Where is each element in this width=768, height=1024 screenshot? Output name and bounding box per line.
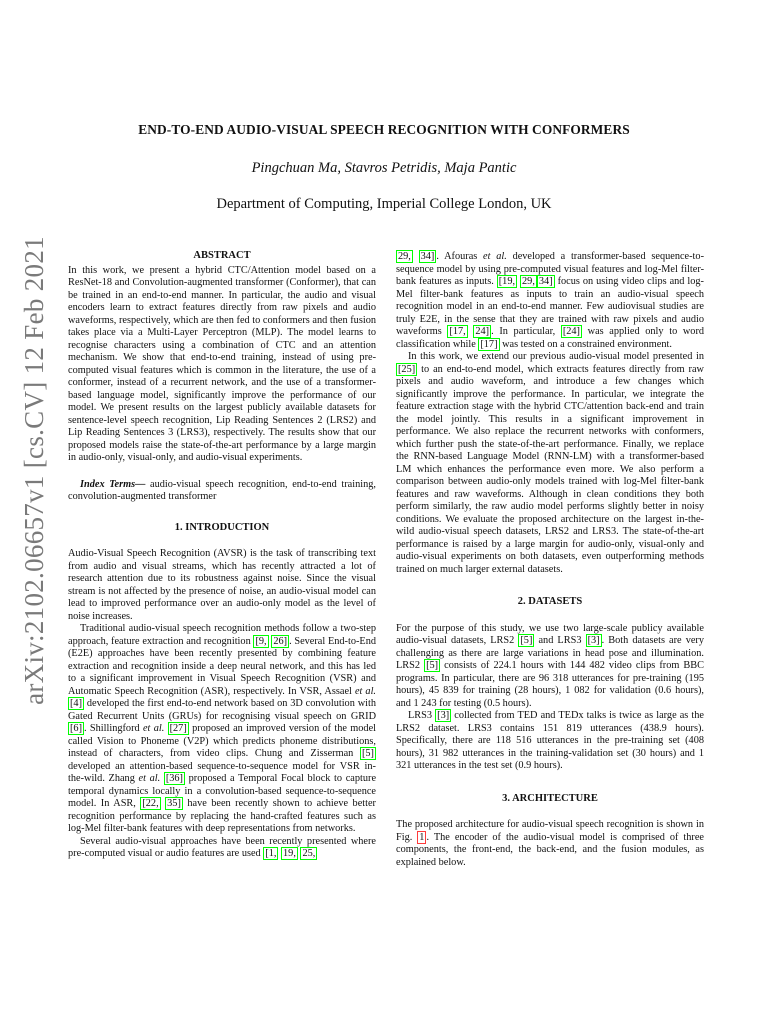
citation-link[interactable]: [3] — [587, 635, 600, 646]
citation-link[interactable]: 25, — [302, 848, 316, 859]
intro-paragraph-4 — [396, 351, 704, 576]
text-span: have been recently shown to achieve better recognition performance by replacing the hand-crafted features such as log-Mel filter-bank features with deep representations from networks. — [68, 798, 376, 834]
datasets-paragraph-1 — [396, 623, 704, 711]
intro-paragraph-3 — [68, 836, 376, 861]
text-span: Traditional audio-visual speech recognition methods follow a two-step approach, feature extraction and recognition — [68, 623, 376, 647]
introduction-heading: 1. INTRODUCTION — [174, 521, 270, 533]
architecture-heading: 3. ARCHITECTURE — [502, 792, 598, 804]
text-span: Several audio-visual approaches have been recently presented where pre-computed visual or audio features are used — [68, 835, 376, 859]
citation-link[interactable]: [9, — [255, 635, 267, 647]
citation-link[interactable]: [6] — [70, 723, 83, 734]
citation-link[interactable]: [17, — [449, 326, 466, 337]
figure-ref-link[interactable]: 1 — [419, 831, 425, 843]
text-span: For the purpose of this study, we use two large-scale publicy available audio-visual datasets, LRS2 — [396, 622, 704, 646]
citation-link[interactable]: [19, — [498, 276, 516, 287]
text-span: In this work, we extend our previous audio-visual model presented in — [408, 351, 704, 362]
index-terms-text: audio-visual speech recognition, end-to-end training, convolution-augmented transformer — [68, 478, 376, 502]
citation-link[interactable]: [5] — [520, 635, 533, 646]
citation-link[interactable]: 34] — [420, 251, 435, 262]
citation-link[interactable]: 29, — [522, 276, 535, 287]
citation-link[interactable]: [17] — [480, 338, 498, 350]
text-span: . Afouras — [436, 251, 484, 262]
citation-link[interactable]: 34] — [538, 276, 553, 287]
et-al: et al. — [138, 773, 161, 784]
citation-link[interactable]: [36] — [165, 773, 183, 784]
citation-link[interactable]: 29, — [398, 251, 411, 262]
intro-paragraph-3-continued — [396, 251, 704, 351]
text-span: proposed an improved version of the model called Vision to Phoneme (V2P) which predicts phoneme distributions, instead of characters, from video clips. Chung and Zisserman — [68, 723, 377, 759]
citation-link[interactable]: 19, — [283, 848, 296, 859]
left-column — [68, 250, 376, 861]
paper-affiliation: Department of Computing, Imperial College London, UK — [216, 196, 552, 212]
citation-link[interactable]: 26] — [273, 635, 288, 647]
abstract-heading: ABSTRACT — [193, 250, 251, 261]
arxiv-id-text: arXiv:2102.06657v1 [cs.CV] 12 Feb 2021 — [18, 235, 49, 705]
datasets-heading: 2. DATASETS — [517, 596, 583, 607]
intro-paragraph-1: Audio-Visual Speech Recognition (AVSR) is the task of transcribing text from audio and visual streams, which has recently attracted a lot of research attention due to its robustness against noise. Since the visual stream is not affected by the presence of noise, an audio-visual model can lead to improved performance over an audio-only model as the level of noise increases. — [68, 548, 376, 622]
paper-authors: Pingchuan Ma, Stavros Petridis, Maja Pantic — [251, 160, 517, 176]
text-span: developed an attention-based sequence-to-sequence model for VSR in-the-wild. Zhang — [68, 760, 376, 784]
text-span: . In particular, — [491, 326, 561, 337]
abstract-text: In this work, we present a hybrid CTC/Attention model based on a ResNet-18 and Convolution-augmented transformer (Conformer), that can be trained in an end-to-end manner. In particular, the audio and visual encoders learn to extract features directly from raw pixels and audio waveforms, respectively, which are then fed to conformers and then fusion takes place via a Multi-Layer Perceptron (MLP). The model learns to recognise characters using a combination of CTC and an attention mechanism. We show that end-to-end training, instead of using pre-computed visual features which is common in the literature, the use of a conformer, instead of a recurrent network, and the use of a transformer-based language model, significantly improve the performance of our model. We present results on the largest publicly available datasets for sentence-level speech recognition, Lip Reading Sentences 2 (LRS2) and Lip Reading Sentences 3 (LRS3), respectively. The results show that our proposed models raise the state-of-the-art performance by a large margin in audio-only, visual-only, and audio-visual experiments. — [68, 264, 376, 463]
citation-link[interactable]: 35] — [167, 798, 181, 809]
citation-link[interactable]: [25] — [398, 363, 416, 375]
arxiv-identifier — [14, 235, 54, 705]
text-span: was tested on a constrained environment. — [499, 338, 672, 350]
citation-link[interactable]: [5] — [426, 660, 439, 671]
text-span: was applied only to word classification while — [396, 326, 705, 350]
text-span: LRS3 — [408, 710, 436, 721]
text-span: to an end-to-end model, which extracts features directly from raw pixels and audio waveform, and introduce a few changes which significantly improve the performance. In particular, we integrate the feature extraction stage with the hybrid CTC/attention back-end and train the model jointly. This results in a significant improvement in performance. We also replace the recurrent networks with conformers, which further push the state-of-the-art performance. Finally, we replace the RNN-based Language Model (RNN-LM) with a transformer-based LM which enhances the performance even more. We also perform a comparison between audio-only models trained with log-Mel filter-bank features and raw waveforms. Although in clean conditions they both perform similarly, the raw audio model performs slightly better in noisy conditions. We evaluate the proposed architecture on the largest in-the-wild audio-visual speech datasets, LRS2 and LRS3. The state-of-the-art performance is raised by a large margin for audio-only, visual-only and audio-visual experiments on both datasets, even outperforming methods trained on much larger external datasets. — [396, 363, 704, 575]
index-terms-label: Index Terms— — [80, 478, 146, 490]
text-span: . Both datasets are very challenging as there are large variations in head pose and illumination. LRS2 — [396, 635, 704, 671]
right-column — [396, 251, 704, 869]
et-al: et al. — [483, 251, 507, 262]
text-span: . Shillingford — [84, 723, 143, 734]
citation-link[interactable]: [4] — [70, 698, 83, 709]
citation-link[interactable]: [27] — [169, 723, 187, 734]
paper-title: END-TO-END AUDIO-VISUAL SPEECH RECOGNITION WITH CONFORMERS — [138, 122, 630, 137]
text-span: The proposed architecture for audio-visual speech recognition is shown in Fig. — [396, 819, 704, 843]
citation-link[interactable]: [3] — [437, 710, 450, 721]
citation-link[interactable]: [24] — [562, 326, 580, 337]
citation-link[interactable]: 24] — [475, 326, 490, 337]
citation-link[interactable]: [5] — [361, 748, 374, 759]
text-span: consists of 224.1 hours with 144 482 video clips from BBC programs. In particular, there are 96 318 utterances for pre-training (195 hours), 45 839 for training (28 hours), 1 082 for validation (0.6 hours), and 1 243 for testing (0.5 hours). — [396, 660, 705, 709]
text-span: . The encoder of the audio-visual model is comprised of three components, the front-end, the back-end, and the fusion modules, as explained below. — [396, 831, 704, 868]
citation-link[interactable]: [22, — [142, 798, 159, 809]
citation-link[interactable]: [1, — [265, 848, 277, 859]
intro-paragraph-2 — [68, 623, 376, 836]
text-span: developed a transformer-based sequence-to-sequence model by using pre-computed visual features and log-Mel filter-bank features as inputs. — [396, 251, 704, 287]
index-terms — [68, 479, 376, 504]
text-span: focus on using video clips and log-Mel filter-bank features as inputs to train an audio-visual speech recognition model in an end-to-end manner. Few audiovisual studies are truly E2E, in the sense that they are trained with raw pixels and audio waveforms — [396, 276, 704, 337]
text-span: collected from TED and TEDx talks is twice as large as the LRS2 dataset. LRS3 contains 151 819 utterances (438.9 hours). Specifically, there are 118 516 utterances in the pre-training set (408 hours), 31 982 utterances in the training-validation set (30 hours) and 1 321 utterances in the test set (0.9 hours). — [396, 710, 704, 771]
datasets-paragraph-2 — [396, 710, 704, 773]
text-span: . Several End-to-End (E2E) approaches have been recently presented by combining feature extraction and recognition inside a deep neural network, and this has led to a significant improvement in Visual Speech Recognition (VSR) and Automatic Speech Recognition (ASR), respectively. In VSR, Assael — [68, 635, 377, 697]
text-span: and LRS3 — [534, 635, 586, 646]
text-span: developed the first end-to-end network based on 3D convolution with Gated Recurrent Units (GRUs) for recognising visual speech on GRID — [68, 698, 376, 722]
et-al: et al. — [142, 723, 165, 734]
et-al: et al. — [354, 685, 377, 697]
architecture-paragraph-1 — [396, 819, 704, 869]
text-span: proposed a Temporal Focal block to capture temporal dynamics locally in a convolution-based sequence-to-sequence model. In ASR, — [68, 773, 377, 809]
